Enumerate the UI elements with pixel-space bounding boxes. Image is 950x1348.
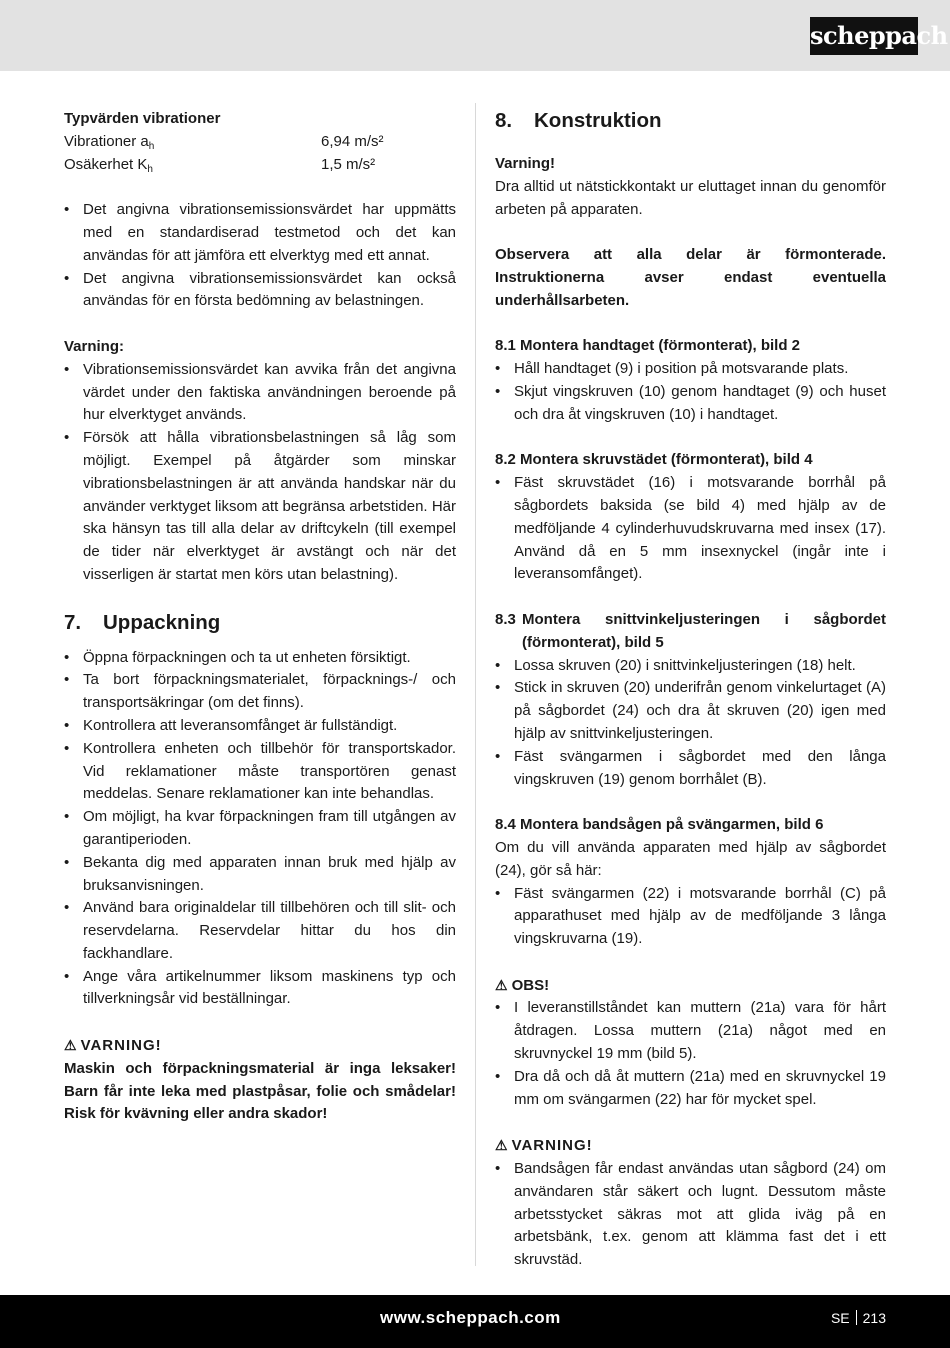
warning-text: Maskin och förpackningsmaterial är inga leksaker! Barn får inte leka med plastpåsar, folie och smådelar! Risk för kvävning eller andra skador! (64, 1059, 456, 1123)
obs-bullets (495, 997, 886, 1111)
vibration-bullets (64, 199, 456, 313)
section-8-1-title: 8.1 Montera handtaget (förmonterat), bild 2 (495, 337, 801, 355)
section-8-3-title: 8.3 Montera snittvinkeljusteringen i sågbordet (förmonterat), bild 5 (495, 610, 886, 651)
list-item: • Kontrollera att leveransomfånget är fullständigt. (64, 715, 456, 738)
page-footer (0, 1295, 950, 1348)
warning-title: Varning: (64, 337, 125, 355)
list-item: • Använd bara originaldelar till tillbehören och till slit- och reservdelarna. Reservdelar hittar du hos din fackhandlare. (64, 897, 456, 965)
list-item: • Bekanta dig med apparaten innan bruk med hjälp av bruksanvisningen. (64, 852, 456, 898)
right-column (495, 108, 886, 1272)
left-column (64, 108, 456, 1126)
uncertainty-row (64, 154, 456, 177)
warning-icon: ⚠ (495, 976, 508, 993)
uncertainty-label: Osäkerhet $K_h$ (64, 155, 153, 175)
list-item: • Det angivna vibrationsemissionsvärdet kan också användas för en första bedömning av belastningen. (64, 268, 456, 314)
vibration-value: 6,94 m/s² (321, 132, 384, 150)
warning-icon: ⚠ (64, 1037, 77, 1054)
varning2-bullets (495, 1158, 886, 1272)
vibration-label: Vibrationer $a_h$ (64, 132, 155, 152)
list-item: • Håll handtaget (9) i position på motsvarande plats. (495, 358, 886, 381)
list-item: • Skjut vingskruven (10) genom handtaget (9) och huset och dra åt vingskruven (10) i handtaget. (495, 381, 886, 427)
vibration-row (64, 131, 456, 154)
observe-text: Observera att alla delar är förmonterade. Instruktionerna avser endast eventuella underhållsarbeten. (495, 246, 886, 309)
obs-heading: ⚠ OBS! (495, 976, 550, 994)
warning-bullets (64, 359, 456, 587)
warning-heading: ⚠ VARNING! (64, 1037, 162, 1055)
warning-icon: ⚠ (495, 1137, 508, 1154)
section-8-4-bullets (495, 883, 886, 951)
list-item: • Om möjligt, ha kvar förpackningen fram till utgången av garantiperioden. (64, 806, 456, 852)
section-7-heading: 7. Uppackning (64, 610, 221, 634)
uncertainty-value: 1,5 m/s² (321, 155, 376, 173)
list-item: • Försök att hålla vibrationsbelastningen så låg som möjligt. Exempel på åtgärder som minskar vibrationsbelastningen är att använda handskar när du använder verktyget liksom att begränsa arbetstiden. Här ska hänsyn tas till alla delar av driftcykeln (till exempel de tider när elverktyget är avstängt och när det visserligen är startat men körs utan belastning). (64, 427, 456, 587)
list-item: • Lossa skruven (20) i snittvinkeljusteringen (18) helt. (495, 655, 886, 678)
varning-title: Varning! (495, 155, 556, 172)
section-8-2-bullets (495, 472, 886, 586)
section-8-2-title: 8.2 Montera skruvstädet (förmonterat), bild 4 (495, 451, 813, 469)
list-item: • Fäst svängarmen (22) i motsvarande borrhål (C) på apparathuset med hjälp av de medföljande 3 långa vingskruvarna (19). (495, 883, 886, 951)
list-item: • Ange våra artikelnummer liksom maskinens typ och tillverkningsår vid beställningar. (64, 966, 456, 1012)
column-divider (475, 103, 476, 1266)
page-header (0, 0, 950, 71)
list-item: • Ta bort förpackningsmaterialet, förpacknings-/ och transportsäkringar (om det finns). (64, 669, 456, 715)
list-item: • Stick in skruven (20) underifrån genom vinkelurtaget (A) på sågbordet (24) och dra åt skruven (20) igen med hjälp av snittvinkeljusteringen. (495, 677, 886, 745)
page-number: SE 213 (830, 1310, 886, 1326)
list-item: • Fäst skruvstädet (16) i motsvarande borrhål på sågbordets baksida (se bild 4) med hjälp av de medföljande 4 cylinderhuvudskruvarna med insex (17). Använd då en 5 mm insexnyckel (ingår inte i leveransomfånget). (495, 472, 886, 586)
list-item: • Fäst svängarmen i sågbordet med den långa vingskruven (19) genom borrhålet (B). (495, 746, 886, 792)
section-8-4-text: Om du vill använda apparaten med hjälp av sågbordet (24), gör så här: (495, 838, 886, 879)
section-8-4-title: 8.4 Montera bandsågen på svängarmen, bild 6 (495, 816, 824, 834)
vibration-title: Typvärden vibrationer (64, 110, 221, 127)
list-item: • Kontrollera enheten och tillbehör för transportskador. Vid reklamationer måste transportören genast meddelas. Senare reklamationer kan inte behandlas. (64, 738, 456, 806)
list-item: • Bandsågen får endast användas utan sågbord (24) om användaren står säkert och lugnt. Dessutom måste arbetsstycket säkras mot att glida iväg på en arbetsbänk, t.ex. genom att klämma fast det i ett skruvstäd. (495, 1158, 886, 1272)
list-item: • I leveranstillståndet kan muttern (21a) vara för hårt åtdragen. Lossa muttern (21a) något med en skruvnyckel 19 mm (bild 5). (495, 997, 886, 1065)
list-item: • Öppna förpackningen och ta ut enheten försiktigt. (64, 647, 456, 670)
website-link[interactable]: www.scheppach.com (380, 1308, 561, 1327)
unpacking-bullets (64, 647, 456, 1012)
section-8-heading: 8. Konstruktion (495, 109, 662, 132)
section-8-1-bullets (495, 358, 886, 426)
section-8-3-bullets (495, 655, 886, 792)
list-item: • Vibrationsemissionsvärdet kan avvika från det angivna värdet under den faktiska användningen beroende på hur elverktyget används. (64, 359, 456, 427)
varning-text: Dra alltid ut nätstickkontakt ur eluttaget innan du genomför arbeten på apparaten. (495, 177, 886, 218)
list-item: • Dra då och då åt muttern (21a) med en skruvnyckel 19 mm om svängarmen (22) har för mycket spel. (495, 1066, 886, 1112)
brand-logo: scheppach (810, 17, 918, 55)
varning2-heading: ⚠ VARNING! (495, 1137, 593, 1155)
list-item: • Det angivna vibrationsemissionsvärdet har uppmätts med en standardiserad testmetod och det kan användas för att jämföra ett elverktyg med ett annat. (64, 199, 456, 267)
